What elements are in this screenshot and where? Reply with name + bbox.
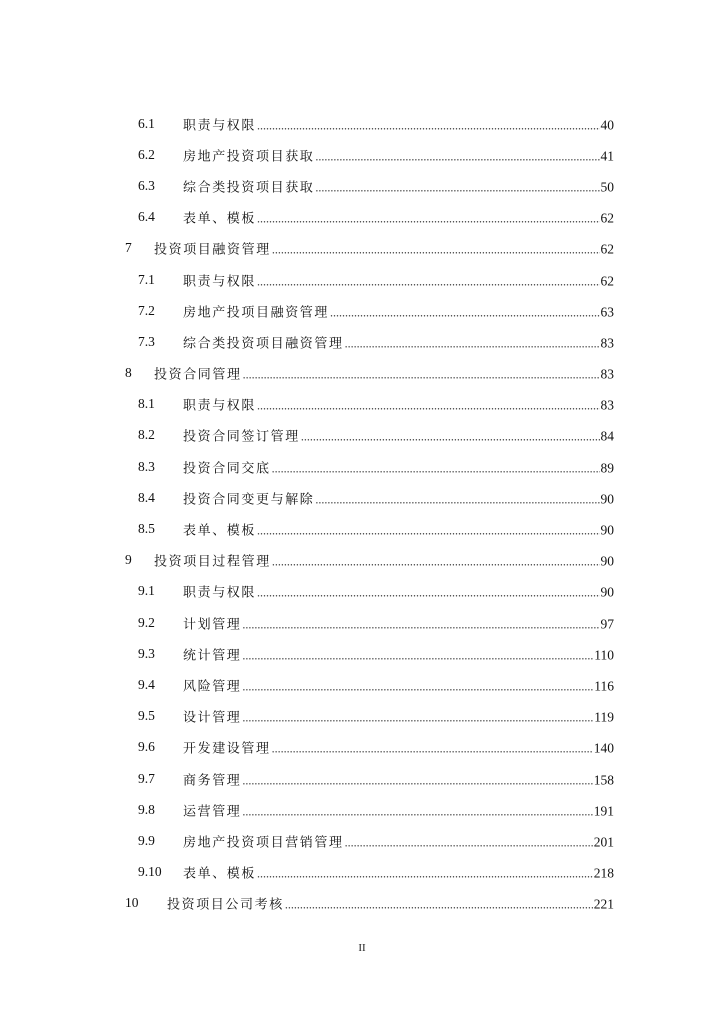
toc-entry[interactable] bbox=[122, 732, 614, 763]
toc-entry-number: 7.1 bbox=[138, 271, 155, 287]
toc-entry-page: 90 bbox=[600, 553, 614, 569]
table-of-contents bbox=[122, 108, 614, 919]
dot-leader bbox=[243, 368, 600, 383]
dot-leader bbox=[272, 461, 600, 476]
toc-entry-page: 191 bbox=[593, 803, 614, 819]
dot-leader bbox=[345, 336, 600, 351]
toc-entry-number: 9.1 bbox=[138, 583, 155, 599]
dot-leader bbox=[242, 804, 592, 819]
toc-entry-number: 9.8 bbox=[138, 801, 155, 817]
toc-entry-page: 63 bbox=[600, 304, 614, 320]
dot-leader bbox=[330, 305, 599, 320]
toc-entry[interactable] bbox=[122, 295, 614, 326]
toc-entry-page: 41 bbox=[600, 148, 614, 164]
toc-entry-number: 9.6 bbox=[138, 739, 155, 755]
dot-leader bbox=[257, 867, 593, 882]
toc-entry-page: 218 bbox=[593, 865, 614, 881]
toc-entry-number: 7 bbox=[125, 240, 132, 256]
toc-entry[interactable] bbox=[122, 326, 614, 357]
toc-entry-page: 116 bbox=[594, 678, 614, 694]
dot-leader bbox=[257, 524, 599, 539]
toc-entry-number: 10 bbox=[125, 895, 139, 911]
toc-entry-title: 统计管理 bbox=[183, 648, 242, 664]
toc-entry-page: 50 bbox=[600, 179, 614, 195]
toc-entry-number: 9.2 bbox=[138, 614, 155, 630]
toc-entry[interactable] bbox=[122, 389, 614, 420]
toc-entry[interactable] bbox=[122, 513, 614, 544]
toc-entry-number: 9.3 bbox=[138, 645, 155, 661]
toc-entry-title: 房地产投项目融资管理 bbox=[183, 305, 330, 321]
dot-leader bbox=[315, 492, 599, 507]
dot-leader bbox=[242, 648, 593, 663]
toc-entry-title: 职责与权限 bbox=[183, 118, 257, 134]
toc-entry-number: 6.2 bbox=[138, 146, 155, 162]
dot-leader bbox=[242, 711, 593, 726]
dot-leader bbox=[301, 430, 600, 445]
toc-entry[interactable] bbox=[122, 108, 614, 139]
dot-leader bbox=[242, 617, 599, 632]
toc-entry-number: 6.1 bbox=[138, 115, 155, 131]
dot-leader bbox=[242, 773, 592, 788]
toc-entry[interactable] bbox=[122, 825, 614, 856]
toc-entry-page: 89 bbox=[600, 460, 614, 476]
toc-entry-page: 83 bbox=[600, 366, 614, 382]
toc-entry-number: 8 bbox=[125, 365, 132, 381]
toc-entry[interactable] bbox=[122, 170, 614, 201]
toc-entry-page: 62 bbox=[600, 210, 614, 226]
toc-entry-page: 158 bbox=[593, 772, 614, 788]
toc-entry-title: 房地产投资项目营销管理 bbox=[183, 835, 344, 851]
toc-entry-number: 9 bbox=[125, 552, 132, 568]
toc-entry[interactable] bbox=[122, 669, 614, 700]
toc-entry-page: 83 bbox=[600, 397, 614, 413]
toc-entry[interactable] bbox=[122, 482, 614, 513]
toc-entry-title: 运营管理 bbox=[183, 804, 242, 820]
toc-chapter[interactable] bbox=[122, 545, 614, 576]
toc-entry[interactable] bbox=[122, 420, 614, 451]
toc-entry-title: 职责与权限 bbox=[183, 585, 257, 601]
toc-entry-page: 40 bbox=[600, 117, 614, 133]
toc-chapter[interactable] bbox=[122, 233, 614, 264]
toc-entry[interactable] bbox=[122, 139, 614, 170]
toc-entry-number: 7.3 bbox=[138, 333, 155, 349]
dot-leader bbox=[315, 149, 599, 164]
toc-entry-number: 8.2 bbox=[138, 427, 155, 443]
dot-leader bbox=[257, 274, 599, 289]
toc-entry-title: 表单、模板 bbox=[183, 866, 257, 882]
toc-entry-title: 计划管理 bbox=[183, 617, 242, 633]
toc-entry-title: 投资合同签订管理 bbox=[183, 429, 300, 445]
toc-entry[interactable] bbox=[122, 451, 614, 482]
toc-entry[interactable] bbox=[122, 763, 614, 794]
toc-entry-title: 开发建设管理 bbox=[183, 741, 271, 757]
toc-entry[interactable] bbox=[122, 576, 614, 607]
toc-entry-title: 投资合同交底 bbox=[183, 461, 271, 477]
toc-chapter[interactable] bbox=[122, 358, 614, 389]
toc-entry-title: 综合类投资项目融资管理 bbox=[183, 336, 344, 352]
toc-entry-number: 9.10 bbox=[138, 864, 162, 880]
dot-leader bbox=[345, 835, 593, 850]
dot-leader bbox=[272, 555, 600, 570]
dot-leader bbox=[257, 399, 599, 414]
toc-entry[interactable] bbox=[122, 794, 614, 825]
toc-entry-title: 投资项目公司考核 bbox=[167, 897, 284, 913]
toc-entry-page: 84 bbox=[600, 428, 614, 444]
dot-leader bbox=[285, 898, 593, 913]
dot-leader bbox=[257, 212, 599, 227]
toc-entry-number: 9.9 bbox=[138, 832, 155, 848]
toc-entry-title: 综合类投资项目获取 bbox=[183, 180, 315, 196]
toc-entry-number: 7.2 bbox=[138, 302, 155, 318]
toc-entry-title: 职责与权限 bbox=[183, 274, 257, 290]
toc-entry-page: 221 bbox=[593, 896, 614, 912]
toc-entry[interactable] bbox=[122, 607, 614, 638]
toc-entry[interactable] bbox=[122, 857, 614, 888]
toc-entry-number: 6.4 bbox=[138, 209, 155, 225]
toc-entry-number: 8.4 bbox=[138, 489, 155, 505]
toc-entry[interactable] bbox=[122, 701, 614, 732]
toc-entry[interactable] bbox=[122, 638, 614, 669]
toc-entry-title: 风险管理 bbox=[183, 679, 242, 695]
page-number-footer: II bbox=[358, 942, 366, 954]
toc-entry-title: 商务管理 bbox=[183, 773, 242, 789]
dot-leader bbox=[272, 243, 600, 258]
toc-entry-title: 表单、模板 bbox=[183, 523, 257, 539]
toc-entry-page: 62 bbox=[600, 241, 614, 257]
toc-entry-page: 90 bbox=[600, 522, 614, 538]
dot-leader bbox=[315, 180, 599, 195]
toc-entry-title: 投资项目过程管理 bbox=[154, 554, 271, 570]
toc-entry-page: 201 bbox=[593, 834, 614, 850]
toc-entry-page: 97 bbox=[600, 616, 614, 632]
toc-entry-title: 房地产投资项目获取 bbox=[183, 149, 315, 165]
dot-leader bbox=[257, 118, 599, 133]
toc-entry-number: 8.5 bbox=[138, 521, 155, 537]
toc-entry-page: 90 bbox=[600, 491, 614, 507]
toc-chapter[interactable] bbox=[122, 888, 614, 919]
toc-entry-number: 9.7 bbox=[138, 770, 155, 786]
toc-entry-number: 6.3 bbox=[138, 177, 155, 193]
dot-leader bbox=[242, 679, 593, 694]
toc-entry-number: 9.4 bbox=[138, 676, 155, 692]
dot-leader bbox=[257, 586, 599, 601]
toc-entry-page: 110 bbox=[594, 647, 614, 663]
toc-entry-number: 8.3 bbox=[138, 458, 155, 474]
toc-entry-page: 140 bbox=[593, 740, 614, 756]
toc-entry-page: 90 bbox=[600, 584, 614, 600]
toc-entry-page: 83 bbox=[600, 335, 614, 351]
toc-entry[interactable] bbox=[122, 202, 614, 233]
toc-entry-title: 投资项目融资管理 bbox=[154, 242, 271, 258]
toc-entry-number: 9.5 bbox=[138, 708, 155, 724]
dot-leader bbox=[272, 742, 593, 757]
toc-entry-title: 设计管理 bbox=[183, 710, 242, 726]
toc-entry-number: 8.1 bbox=[138, 396, 155, 412]
toc-entry-title: 表单、模板 bbox=[183, 211, 257, 227]
toc-entry-title: 投资合同变更与解除 bbox=[183, 492, 315, 508]
toc-entry-title: 职责与权限 bbox=[183, 398, 257, 414]
toc-entry-title: 投资合同管理 bbox=[154, 367, 242, 383]
toc-entry-page: 119 bbox=[594, 709, 614, 725]
toc-entry[interactable] bbox=[122, 264, 614, 295]
toc-entry-page: 62 bbox=[600, 273, 614, 289]
